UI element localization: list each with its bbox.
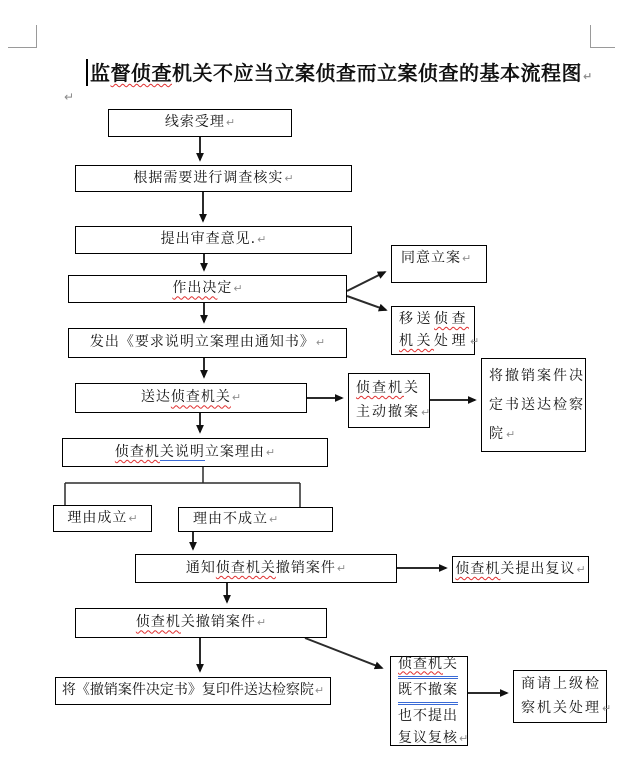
flow-box-explain-reasons[interactable] — [62, 438, 328, 467]
flow-box-review-opinion[interactable] — [75, 226, 352, 254]
box-label: 察机关处理↵ — [521, 700, 612, 716]
box-label: 机关处理↵ — [399, 333, 480, 349]
flow-box-voluntary-withdrawal[interactable] — [348, 373, 430, 428]
box-label: 定书送达检察 — [489, 396, 585, 413]
flow-box-agree-filing[interactable] — [391, 245, 487, 283]
box-label: 线索受理↵ — [164, 114, 236, 131]
box-label: 主动撤案↵ — [356, 404, 431, 420]
box-label: 通知侦查机关撤销案件↵ — [185, 559, 347, 576]
flow-box-reason-valid[interactable] — [53, 505, 152, 532]
box-label: 复议复核↵ — [398, 729, 469, 746]
box-label: 侦查机关说明立案理由↵ — [114, 443, 276, 460]
box-label: 侦查机关撤销案件↵ — [135, 614, 267, 631]
box-label: 侦查机关 — [398, 653, 458, 679]
box-label: 作出决定↵ — [172, 280, 243, 297]
flow-box-serve-copy[interactable] — [55, 677, 331, 705]
flow-box-reason-invalid[interactable] — [178, 507, 333, 532]
flow-box-request-higher-authority[interactable] — [513, 670, 612, 723]
flow-box-reconsideration[interactable] — [452, 556, 589, 583]
box-label: 发出《要求说明立案理由通知书》↵ — [89, 334, 326, 351]
flow-box-serve-organ[interactable] — [75, 383, 307, 413]
box-label: 送达侦查机关↵ — [140, 389, 242, 406]
flow-box-transfer-organ[interactable] — [391, 306, 480, 355]
flow-box-clue-acceptance[interactable] — [108, 109, 292, 137]
flow-box-neither-withdraw-nor-reconsider[interactable] — [390, 656, 468, 746]
box-label: 根据需要进行调查核实↵ — [133, 169, 294, 186]
flow-box-organ-withdraws[interactable] — [75, 608, 327, 638]
box-label: 侦查机关 — [356, 380, 420, 396]
box-label: 移送侦查 — [399, 311, 469, 327]
return-mark-icon: ↵ — [583, 70, 593, 83]
flow-box-serve-decision-procuratorate[interactable] — [481, 358, 586, 452]
box-label: 提出审查意见.↵ — [160, 231, 267, 248]
box-label: 既不撤案 — [398, 679, 458, 705]
box-label: 将撤销案件决 — [489, 367, 585, 384]
box-label: 商请上级检 — [521, 676, 601, 692]
box-label: 同意立案↵ — [401, 250, 472, 266]
page-title[interactable]: 监督侦查机关不应当立案侦查而立案侦查的基本流程图↵ — [90, 61, 593, 85]
box-label: 院↵ — [489, 425, 516, 442]
flow-box-investigation-verification[interactable] — [75, 165, 352, 192]
return-mark-icon: ↵ — [64, 90, 75, 104]
box-label: 理由成立↵ — [67, 509, 138, 526]
box-label: 侦查机关提出复议↵ — [455, 560, 586, 577]
flow-box-issue-notice[interactable] — [68, 328, 347, 358]
box-label: 也不提出 — [398, 707, 458, 724]
box-label: 将《撤销案件决定书》复印件送达检察院↵ — [61, 682, 325, 699]
box-label: 理由不成立↵ — [193, 510, 279, 527]
flow-box-make-decision[interactable] — [68, 275, 347, 303]
flow-box-notify-withdraw[interactable] — [135, 554, 397, 583]
